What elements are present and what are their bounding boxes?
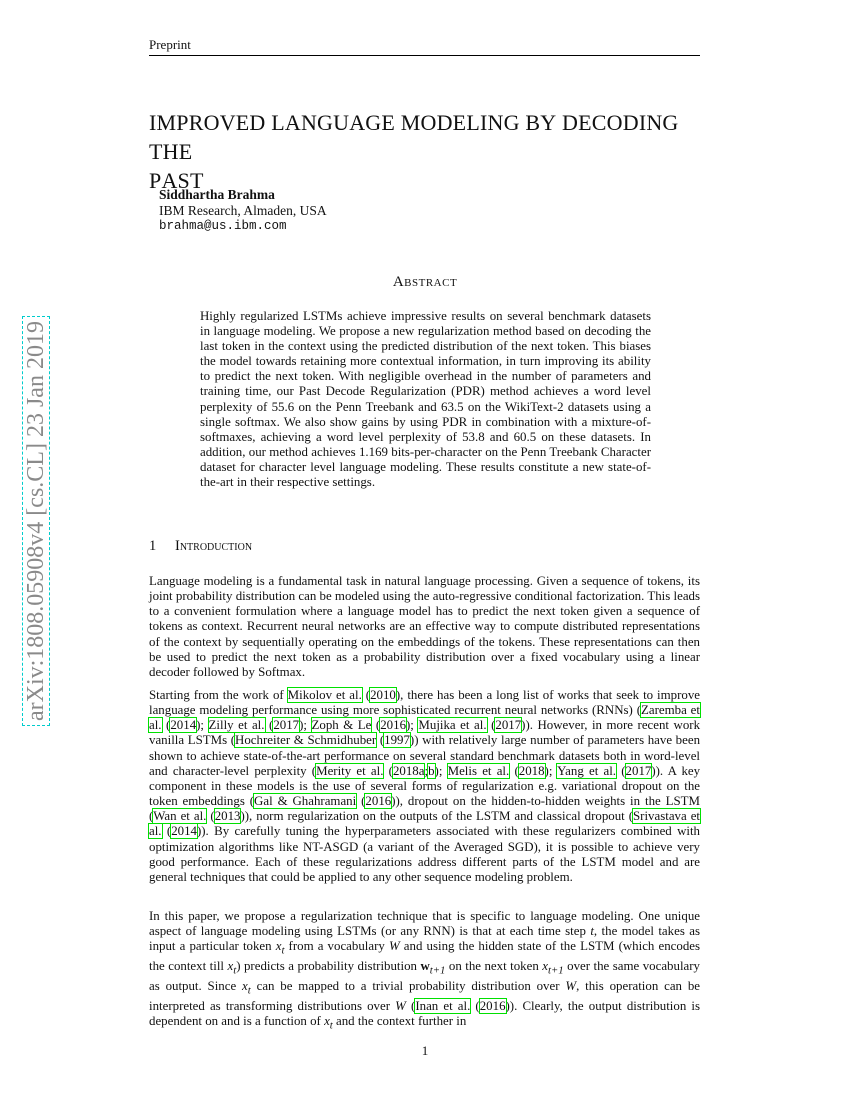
citation-link[interactable]: b [428,763,435,778]
citation-link[interactable]: Zoph & Le [311,718,372,733]
author-email[interactable]: brahma@us.ibm.com [159,219,287,233]
citation-link[interactable]: Melis et al. [447,763,510,778]
section-heading [149,538,252,555]
author-affiliation: IBM Research, Almaden, USA [159,203,327,218]
citation-link[interactable]: 2010 [370,688,396,702]
page-number: 1 [421,1043,429,1058]
citation-link[interactable]: 2016 [380,718,407,733]
citation-link[interactable]: Merity et al. [316,763,384,778]
citation-link[interactable]: Yang et al. [557,763,617,778]
citation-link[interactable]: Mujika et al. [418,718,487,733]
citation-link[interactable]: Inan et al. [415,998,471,1013]
citation-link[interactable]: Wan et al. [153,809,207,824]
citation-link[interactable]: Mikolov et al. [287,688,362,702]
section-number: 1 [149,538,157,554]
running-head: Preprint [149,37,700,56]
intro-paragraph-3: In this paper, we propose a regularization technique that is specific to language modeling. One unique aspect of language modeling using LSTMs (or any RNN) is that at each time step t, the model takes as input a particular token $x_t$ from a vocabulary W and using the hidden state of the LSTM (which encodes the context till $x_t$) predicts a probability distribution $w_{t+1}$ on the next token $x_{t+1}$ over the same vocabulary as output. Since $x_t$ can be mapped to a trivial probability distribution over W, this operation can be interpreted as transforming distributions over W (Inan et al. (2016)). Clearly, the output distribution is dependent on and is a function of $x_t$ and the context further in [149,909,701,1032]
author-name: Siddhartha Brahma [159,187,275,202]
citation-link[interactable]: 2018a [392,763,425,778]
citation-link[interactable]: 2013 [214,809,241,824]
citation-link[interactable]: 2014 [171,824,197,839]
arxiv-identifier-stamp[interactable]: arXiv:1808.05908v4 [cs.CL] 23 Jan 2019 [22,316,50,726]
citation-link[interactable]: Srivastava et al. [149,809,700,839]
citation-link[interactable]: 2016 [365,794,392,809]
section-title: Introduction [175,538,253,554]
citation-link[interactable]: 2018 [518,763,545,778]
citation-link[interactable]: Zaremba et al. [149,703,700,733]
citation-link[interactable]: 1997 [384,733,410,748]
abstract-text: Highly regularized LSTMs achieve impressive results on several benchmark datasets in language modeling. We propose a new regularization method based on decoding the last token in the context using the predicted distribution of the next token. This biases the model towards retaining more contextual information, in turn improving its ability to predict the next token. With negligible overhead in the number of parameters and training time, our Past Decode Regularization (PDR) method achieves a word level perplexity of 55.6 on the Penn Treebank and 63.5 on the WikiText-2 datasets using a single softmax. We also show gains by using PDR in combination with a mixture-of-softmaxes, achieving a word level perplexity of 53.8 and 60.5 on these datasets. In addition, our method achieves 1.169 bits-per-character on the Penn Treebank Character dataset for character level language modeling. These results constitute a new state-of-the-art in their respective settings. [200,309,651,490]
citation-link[interactable]: Zilly et al. [208,718,265,733]
citation-link[interactable]: 2014 [170,718,197,733]
citation-link[interactable]: 2017 [273,718,300,733]
paper-title: IMPROVED LANGUAGE MODELING BY DECODING THE PAST [149,110,679,193]
abstract-heading: Abstract [392,274,458,290]
citation-link[interactable]: Hochreiter & Schmidhuber [235,733,377,748]
citation-link[interactable]: Gal & Ghahramani [254,794,357,809]
citation-link[interactable]: 2016 [479,998,506,1013]
citation-link[interactable]: 2017 [625,763,652,778]
citation-link[interactable]: 2017 [495,718,522,733]
intro-paragraph-2: Starting from the work of Mikolov et al. (2010), there has been a long list of works that seek to improve language modeling performance using more sophisticated recurrent neural networks (RNNs) (Zaremba et al. (2014); Zilly et al. (2017); Zoph & Le (2016); Mujika et al. (2017)). However, in more recent work vanilla LSTMs (Hochreiter & Schmidhuber (1997)) with relatively large number of parameters have been shown to achieve state-of-the-art performance on several standard benchmark datasets both in word-level and character-level perplexity (Merity et al. (2018a;b); Melis et al. (2018); Yang et al. (2017)). A key component in these models is the use of several forms of regularization e.g. variational dropout on the token embeddings (Gal & Ghahramani (2016)), dropout on the hidden-to-hidden weights in the LSTM (Wan et al. (2013)), norm regularization on the outputs of the LSTM and classical dropout (Srivastava et al. (2014)). By carefully tuning the hyperparameters associated with these regularizers combined with optimization algorithms like NT-ASGD (a variant of the Averaged SGD), it is possible to achieve very good performance. Each of these regularizations address different parts of the LSTM model and are general techniques that could be applied to any other sequence modeling problem. [149,688,701,884]
intro-paragraph-1: Language modeling is a fundamental task in natural language processing. Given a sequence of tokens, its joint probability distribution can be modeled using the auto-regressive conditional factorization. This leads to a convenient formulation where a language model has to predict the next token given a sequence of tokens as context. Recurrent neural networks are an effective way to compute distributed representations of the context by sequentially operating on the embeddings of the tokens. These representations can then be used to predict the next token as a probability distribution over a fixed vocabulary using a linear decoder followed by Softmax. [149,574,700,679]
